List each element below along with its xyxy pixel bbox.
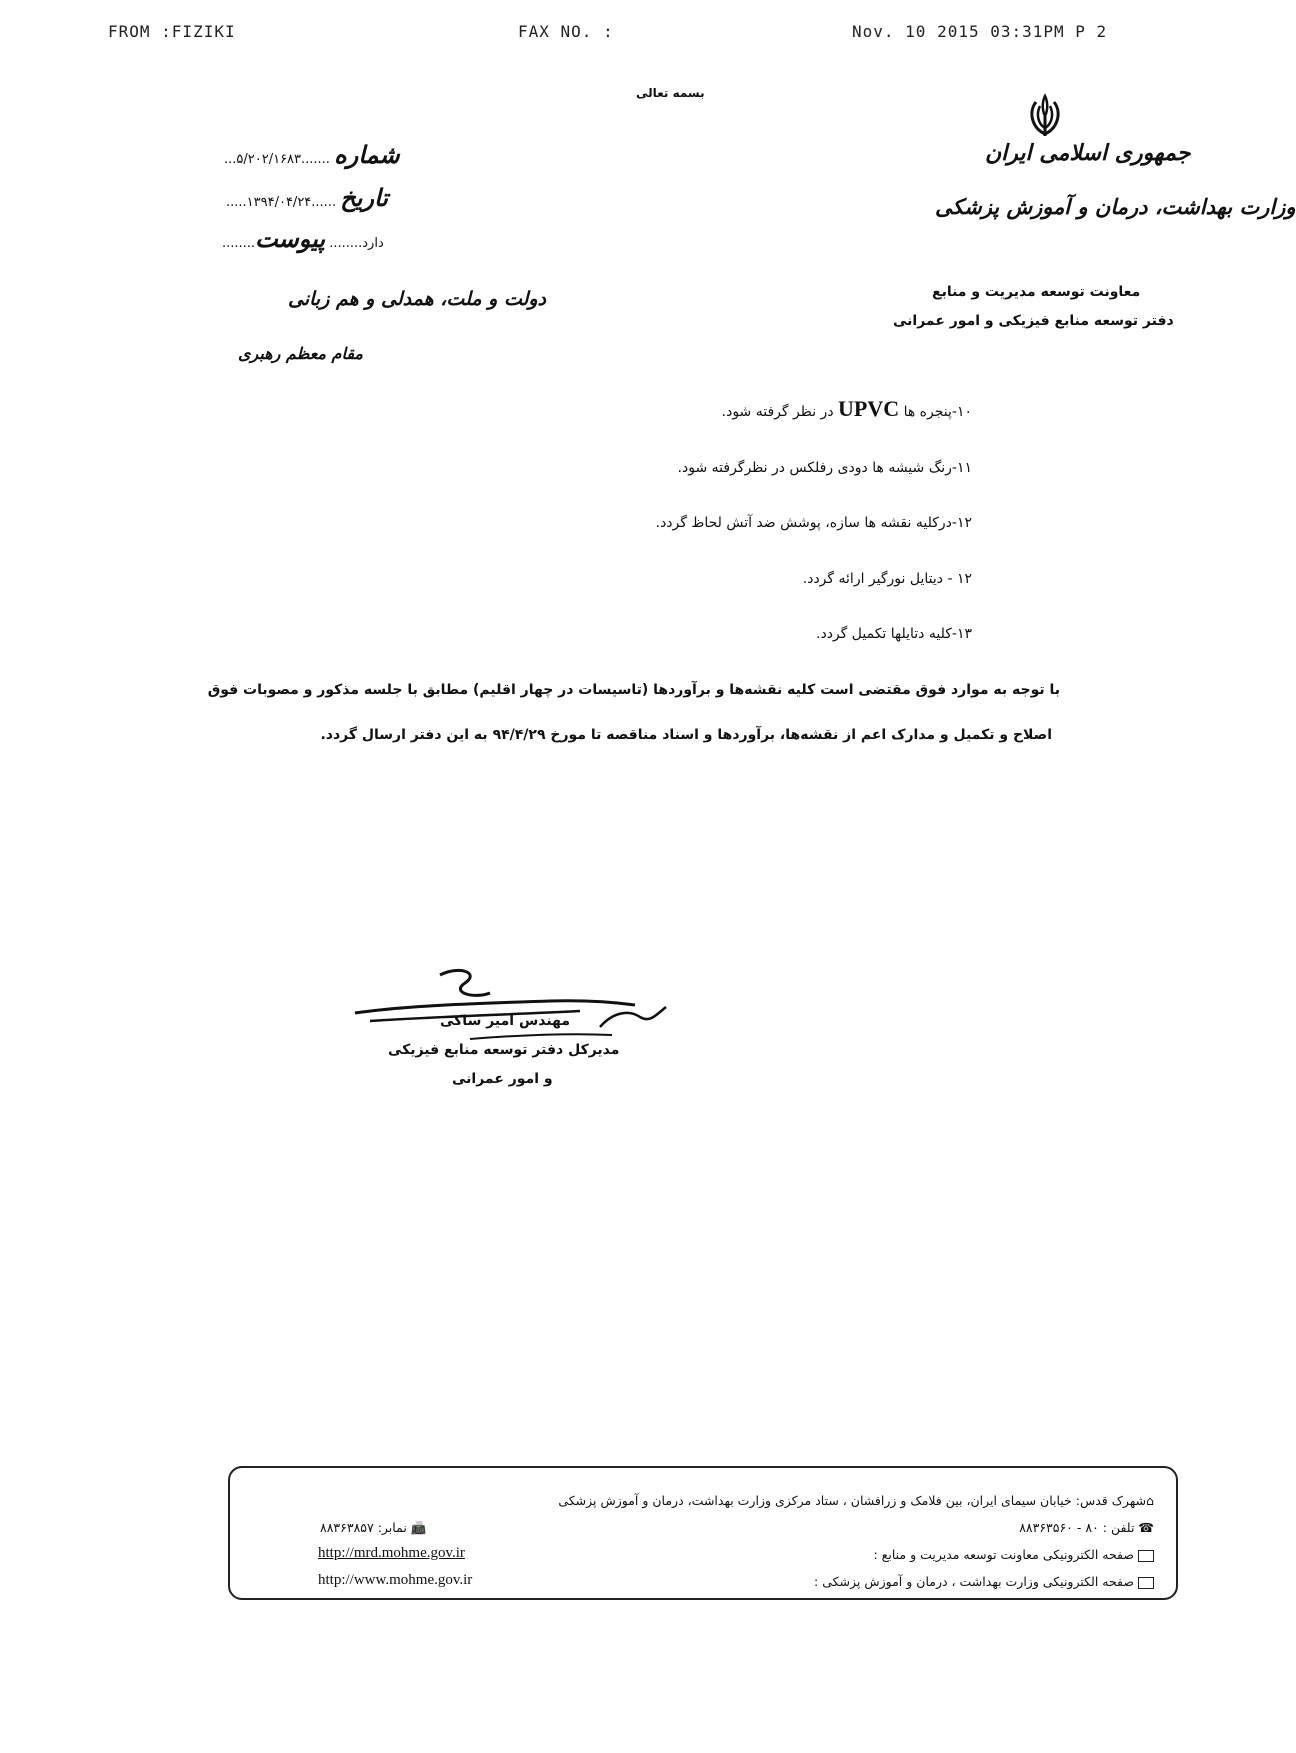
signatory-title-2: و امور عمرانی [452, 1071, 553, 1087]
footer-page-ministry-text: صفحه الکترونیکی وزارت بهداشت ، درمان و آموزش پزشکی : [814, 1574, 1134, 1589]
body-line-2: اصلاح و تکمیل و مدارک اعم از نقشه‌ها، برآوردها و اسناد مناقصه تا مورخ ۹۴/۴/۲۹ به این دفتر ارسال گردد. [320, 727, 1052, 743]
body-line-1: با توجه به موارد فوق مقتضی است کلیه نقشه‌ها و برآوردها (تاسیسات در چهار اقلیم) مطابق با جلسه مذکور و مصوبات فوق [207, 682, 1060, 698]
iran-emblem-icon [1020, 90, 1070, 140]
phone-icon: ☎ [1138, 1520, 1154, 1535]
item-text: -پنجره ها [899, 404, 957, 420]
footer-phone-text: تلفن : ۸۰ - ۸۸۳۶۳۵۶۰ [1019, 1520, 1135, 1535]
meta-number-value: ...۵/۲۰۲/۱۶۸۳....... [224, 152, 330, 167]
list-item [656, 515, 972, 531]
fax-date-time: Nov. 10 2015 03:31PM P 2 [852, 22, 1108, 41]
meta-attachment-row [222, 224, 412, 253]
item-text: -درکلیه نقشه ها سازه، پوشش ضد آتش لحاظ گردد. [655, 515, 957, 531]
footer-page-ministry [814, 1574, 1154, 1589]
item-number: ۱۲ [956, 515, 972, 531]
list-item [722, 396, 972, 422]
footer-url-ministry[interactable]: http://www.mohme.gov.ir [318, 1572, 473, 1588]
footer-url-mrd[interactable]: http://mrd.mohme.gov.ir [318, 1545, 465, 1561]
footer-page-mrd-text: صفحه الکترونیکی معاونت توسعه مدیریت و منابع : [873, 1547, 1134, 1562]
item-text-after: در نظر گرفته شود. [721, 404, 839, 420]
item-text: - دیتایل نورگیر ارائه گردد. [802, 571, 957, 587]
footer-phone [1019, 1520, 1154, 1535]
department-deputy: معاونت توسعه مدیریت و منابع [932, 284, 1141, 300]
meta-date-row [226, 183, 416, 212]
footer-page-mrd [874, 1547, 1155, 1562]
signatory-title: مدیرکل دفتر توسعه منابع فیزیکی [388, 1042, 620, 1058]
invocation: بسمه تعالی [636, 86, 705, 100]
fax-from: FROM :FIZIKI [108, 22, 236, 41]
signatory-name: مهندس امیر ساکی [440, 1013, 570, 1029]
item-number: ۱۳ [956, 626, 972, 642]
letterhead-country: جمهوری اسلامی ایران [985, 140, 1191, 166]
item-text: -رنگ شیشه ها دودی رفلکس در نظرگرفته شود. [677, 460, 957, 476]
meta-date-label: تاریخ [340, 183, 388, 212]
department-office: دفتر توسعه منابع فیزیکی و امور عمرانی [893, 313, 1174, 329]
meta-attachment-value: ........دارد........ [222, 236, 384, 251]
location-icon: ⌂ [1146, 1493, 1154, 1508]
slogan-attribution: مقام معظم رهبری [238, 344, 363, 363]
list-item [678, 460, 972, 476]
meta-number-row [224, 140, 414, 169]
list-item [803, 571, 972, 587]
footer-address-text: شهرک قدس: خیابان سیمای ایران، بین فلامک و زرافشان ، ستاد مرکزی وزارت بهداشت، درمان و آموزش پزشکی [558, 1493, 1147, 1508]
letterhead-ministry: وزارت بهداشت، درمان و آموزش پزشکی [935, 194, 1296, 219]
item-number: ۱۱ [956, 460, 972, 476]
footer-fax-text: نمابر: ۸۸۳۶۳۸۵۷ [320, 1520, 407, 1535]
footer-address [558, 1493, 1154, 1508]
fax-icon: 📠 [410, 1520, 427, 1535]
slogan-text: دولت و ملت، همدلی و هم زبانی [288, 288, 547, 310]
list-item [816, 626, 972, 642]
item-highlight: UPVC [838, 396, 900, 421]
envelope-icon [1138, 1550, 1154, 1562]
meta-attachment-label: پیوست [255, 224, 326, 253]
meta-number-label: شماره [334, 140, 400, 169]
footer-fax [320, 1520, 426, 1536]
fax-number: FAX NO. : [518, 22, 614, 41]
meta-date-value: .....۱۳۹۴/۰۴/۲۴...... [226, 195, 337, 210]
item-text: -کلیه دتایلها تکمیل گردد. [816, 626, 957, 642]
item-number: ۱۰ [956, 404, 972, 420]
envelope-icon [1138, 1577, 1154, 1589]
item-number: ۱۲ [956, 571, 972, 587]
